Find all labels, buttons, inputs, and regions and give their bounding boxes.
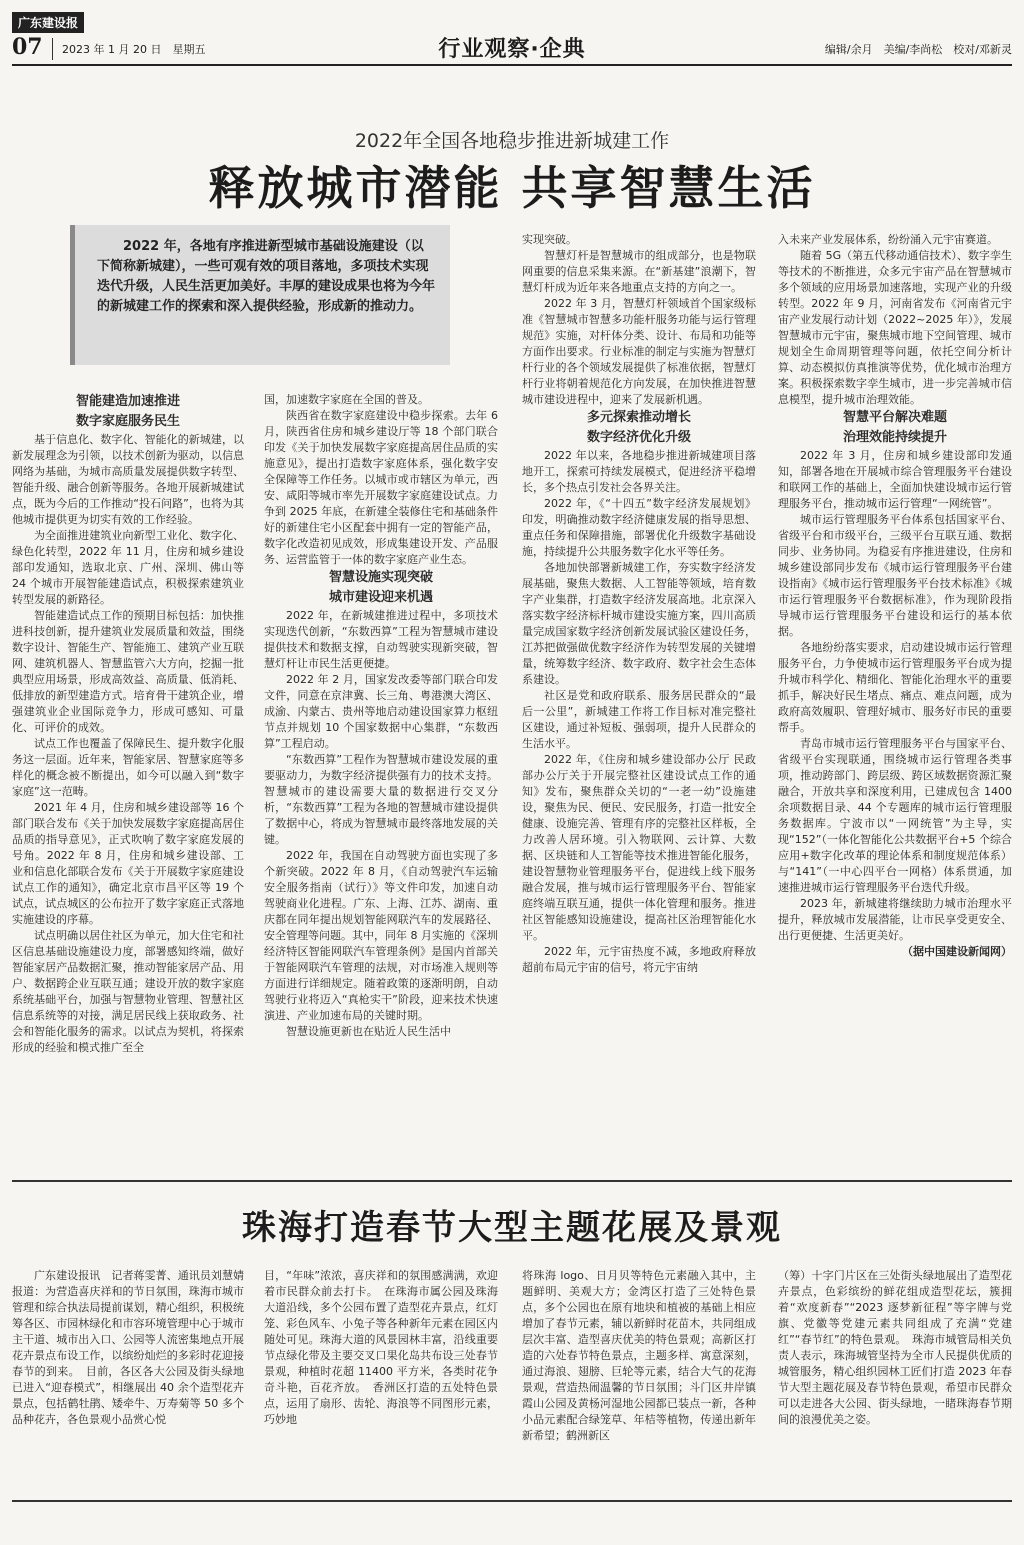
section-title: 行业观察·企典 <box>438 37 586 62</box>
paragraph: 2022 年以来，各地稳步推进新城建项目落地开工，探索可持续发展模式，促进经济平稳增长，多个热点引发社会各界关注。 <box>522 449 756 494</box>
paragraph: 智慧灯杆是智慧城市的组成部分，也是物联网重要的信息采集来源。在“新基建”浪潮下，智慧灯杆成为近年来各地重点支持的方向之一。 <box>522 249 756 294</box>
paragraph: 随着 5G（第五代移动通信技术）、数字孪生等技术的不断推进，众多元宇宙产品在智慧城市多个领域的应用场景加速落地，实现产业的升级转型。2022 年 9 月，河南省发布《河南省元宇宙产业发展行动计划（2022~2025 年）》，发展智慧城市元宇宙，聚焦城市地下空间管理、城市规划全生命周期管理等问题，依托空间分析计算、动态模拟仿真推演等优势，优化城市治理方案。积极探索数字孪生城市，进一步完善城市信息模型，提升城市治理效能。 <box>778 249 1012 406</box>
paragraph: 2022 年 3 月，住房和城乡建设部印发通知，部署各地在开展城市综合管理服务平台建设和联网工作的基础上，全面加快建设城市运行管理服务平台，推动城市运行管理“一网统管”。 <box>778 449 1012 510</box>
paragraph: 各地加快部署新城建工作，夯实数字经济发展基础，聚焦大数据、人工智能等领域，培育数字产业集群，打造数字经济发展高地。北京深入落实数字经济标杆城市建设实施方案，四川高质量完成国家数字经济创新发展试验区建设任务，江苏把做强做优数字经济作为转型发展的关键增量，统筹数字经济、数字政府、数字社会生态体系建设。 <box>522 561 756 686</box>
paragraph: 国，加速数字家庭在全国的普及。 <box>264 393 429 406</box>
paragraph: 青岛市城市运行管理服务平台与国家平台、省级平台实现联通，围绕城市运行管理各类事项，推动跨部门、跨层级、跨区域数据资源汇聚融合，开放共享和深度利用，已建成包含 1400 余项数据目录、44 个专题库的城市运行管理服务数据库。宁波市以“一网统管”为主导，实现“152”（一体化智能化公共数据平台+5 个综合应用+数字化改革的理论体系和制度规范体系）与“141”（一中心四平台一网格）体系贯通，加速推进城市运行管理服务平台迭代升级。 <box>778 737 1012 894</box>
subheading: 多元探索推动增长 数字经济优化升级 <box>586 410 691 445</box>
paragraph: 将珠海 logo、日月贝等特色元素融入其中，主题鲜明、美观大方；金湾区打造了三处特色景点，多个公园也在原有地块和植被的基础上相应增加了春节元素，辅以新鲜时花苗木，共同组成层次丰富、造型喜庆优美的特色景观；高新区打造的六处春节特色景点，主题多样、寓意深刻，通过海浪、翅膀、巨轮等元素，结合大气的花海景观，营造热闹温馨的节日氛围；斗门区井岸镇霞山公园及黄杨河湿地公园都已装点一新，各种小品元素配合绿笼草、年桔等植物，传递出新年新希望；鹤洲新区 <box>522 1269 756 1442</box>
paragraph: 陕西省在数字家庭建设中稳步探索。去年 6 月，陕西省住房和城乡建设厅等 18 个部门联合印发《关于加快发展数字家庭提高居住品质的实施意见》，提出打造数字家庭体系，强化数字安全保障等工作任务。以城市或市辖区为单元，西安、咸阳等城市率先开展数字家庭建设试点。力争到 2025 年底，在新建全装修住宅和基础条件好的新建住宅小区配套中拥有一定的智能产品，数字化改造初见成效，形成集建设开发、产品服务、运营监管于一体的数字家庭产业生态。 <box>264 409 498 566</box>
paragraph: 为全面推进建筑业向新型工业化、数字化、绿色化转型，2022 年 11 月，住房和城乡建设部印发通知，选取北京、广州、深圳、佛山等 24 个城市开展智能建造试点，积极探索建筑业转型发展的新路径。 <box>12 529 244 606</box>
issue-date: 2023 年 1 月 20 日 星期五 <box>62 43 206 56</box>
article-divider <box>12 1180 1012 1182</box>
paragraph: 2022 年，在新城建推进过程中，多项技术实现迭代创新，“东数西算”工程为智慧城市建设提供技术和数据支撑，自动驾驶实现新突破，智慧灯杆让市民生活更便捷。 <box>264 609 498 670</box>
paragraph: 广东建设报讯 记者蒋雯菁、通讯员刘慧婧报道：为营造喜庆祥和的节日氛围，珠海市城市管理和综合执法局提前谋划，精心组织，积极统筹各区、市园林绿化和市容环境管理中心于城市主干道、城市出入口、公园等人流密集地点开展花卉景点布设工作，以缤纷灿烂的多彩时花迎接春节的到来。 目前，各区各大公园及街头绿地已进入“迎春模式”，相继展出 40 余个造型花卉景点，包括鹤牡鹃、矮牵牛、万寿菊等 50 多个品种花卉，各色景观小品赏心悦 <box>12 1269 244 1426</box>
paragraph: 实现突破。 <box>522 233 577 246</box>
paragraph: “东数西算”工程作为智慧城市建设发展的重要驱动力，为数字经济提供强有力的技术支持。智慧城市的建设需要大量的数据进行交叉分析，“东数西算”工程为各地的智慧城市建设提供了数据中心，将成为智慧城市最终落地发展的关键。 <box>264 753 498 846</box>
article1-column-2 <box>264 392 498 1172</box>
page-number: 07 <box>12 34 43 60</box>
article2-headline: 珠海打造春节大型主题花展及景观 <box>242 1208 782 1248</box>
paragraph: 试点明确以居住社区为单元，加大住宅和社区信息基础设施建设力度，部署感知终端，做好智能家居产品数据汇聚，推动智能家居产品、用户、数据跨企业互联互通；建设开放的数字家庭系统基础平台，加强与智慧物业管理、智慧社区信息系统等的对接，满足居民线上获取政务、社会和智能化服务的需求。以试点为契机，将探索形成的经验和模式推广至全 <box>12 929 244 1054</box>
page-bottom-rule <box>12 1500 1012 1502</box>
paragraph: 2022 年 2 月，国家发改委等部门联合印发文件，同意在京津冀、长三角、粤港澳大湾区、成渝、内蒙古、贵州等地启动建设国家算力枢纽节点并规划 10 个国家数据中心集群，“东数西算”工程启动。 <box>264 673 498 750</box>
paragraph: 2022 年 3 月，智慧灯杆领域首个国家级标准《智慧城市智慧多功能杆服务功能与运行管理规范》实施，对杆体分类、设计、布局和功能等方面作出要求。行业标准的制定与实施为智慧灯杆行业的各个领域发展提供了标准依据，智慧灯杆行业将朝着规范化方向发展，在加快推进智慧城市建设进程中，迎来了发展新机遇。 <box>522 297 756 406</box>
paragraph: 试点工作也覆盖了保障民生、提升数字化服务这一层面。近年来，智能家居、智慧家庭等多样化的概念被不断提出，如今可以融入到“数字家庭”这一范畴。 <box>12 737 244 798</box>
article2-column-2 <box>264 1268 498 1488</box>
paragraph: （筹）十字门片区在三处街头绿地展出了造型花卉景点，色彩缤纷的鲜花组成造型花坛，簇拥着“欢度新春”“2023 逐梦新征程”等字牌与党旗、党徽等党建元素共同组成了充满“党建红”“春节红”的特色景观。 珠海市城管局相关负责人表示，珠海城管坚持为全市人民提供优质的城管服务，精心组织园林工匠们打造 2023 年春节大型主题花展及春节特色景观，希望市民群众可以走进各大公园、街头绿地，一睹珠海春节期间的浪漫优美之姿。 <box>778 1269 1012 1426</box>
paragraph: 2022 年，《住房和城乡建设部办公厅 民政部办公厅关于开展完整社区建设试点工作的通知》发布，聚焦群众关切的“一老一幼”设施建设，聚焦为民、便民、安民服务，打造一批安全健康、设施完善、管理有序的完整社区样板，全力改善人居环境。引入物联网、云计算、大数据、区块链和人工智能等技术推进智能化服务，建设智慧物业管理服务平台，促进线上线下服务融合发展，推与城市运行管理服务平台、智能家庭终端互联互通，提供一体化管理和服务。推进社区智能感知设施建设，提高社区治理智能化水平。 <box>522 753 756 942</box>
article1-subtitle: 2022年全国各地稳步推进新城建工作 <box>354 130 670 152</box>
paragraph: 2023 年，新城建将继续助力城市治理水平提升，释放城市发展潜能，让市民享受更安全、出行更便捷、生活更美好。 <box>778 897 1012 942</box>
paragraph: 2021 年 4 月，住房和城乡建设部等 16 个部门联合发布《关于加快发展数字家庭提高居住品质的指导意见》，正式吹响了数字家庭发展的号角。2022 年 8 月，住房和城乡建设部、工业和信息化部联合发布《关于开展数字家庭建设试点工作的通知》，确定北京市昌平区等 19 个试点，试点城区的公布拉开了数字家庭正式落地实施建设的序幕。 <box>12 801 244 926</box>
subheading: 智慧设施实现突破 城市建设迎来机遇 <box>328 570 433 605</box>
paragraph: 入未来产业发展体系，纷纷涌入元宇宙赛道。 <box>778 233 998 246</box>
paragraph: 各地纷纷落实要求，启动建设城市运行管理服务平台，力争使城市运行管理服务平台成为提升城市科学化、精细化、智能化治理水平的重要抓手，解决好民生堵点、痛点、难点问题，成为政府高效履职、管理好城市、服务好市民的重要帮手。 <box>778 641 1012 734</box>
article2-column-1 <box>12 1268 244 1488</box>
article2-column-3 <box>522 1268 756 1488</box>
article1-headline: 释放城市潜能 共享智慧生活 <box>208 161 816 215</box>
article1-column-4 <box>778 232 1012 1172</box>
paragraph: 城市运行管理服务平台体系包括国家平台、省级平台和市级平台，三级平台互联互通、数据同步、业务协同。为稳妥有序推进建设，住房和城乡建设部同步发布《城市运行管理服务平台建设指南》《城市运行管理服务平台技术标准》《城市运行管理服务平台数据标准》，作为现阶段指导城市运行管理服务平台建设和运行的基本依据。 <box>778 513 1012 638</box>
paragraph: 基于信息化、数字化、智能化的新城建，以新发展理念为引领，以技术创新为驱动，以信息网络为基础，为城市高质量发展提供数字转型、智能升级、融合创新等服务。各地开展新城建试点，既为今后的工作推动“投石问路”，也将为其他城市提供更为切实有效的工作经验。 <box>12 433 244 526</box>
paragraph: 社区是党和政府联系、服务居民群众的“最后一公里”，新城建工作将工作目标对准完整社区建设，通过补短板、强弱项，提升人民群众的生活水平。 <box>522 689 756 750</box>
paragraph: 2022 年，《“十四五”数字经济发展规划》印发，明确推动数字经济健康发展的指导思想、重点任务和保障措施，部署优化升级数字基础设施，持续提升公共服务数字化水平等任务。 <box>522 497 756 558</box>
article1-column-3 <box>522 232 756 1172</box>
page-header <box>12 8 1012 66</box>
paragraph: 2022 年，元宇宙热度不减，多地政府释放超前布局元宇宙的信号，将元宇宙纳 <box>522 945 756 974</box>
paragraph: 智能建造试点工作的预期目标包括：加快推进科技创新，提升建筑业发展质量和效益，围绕数字设计、智能生产、智能施工、建筑产业互联网、建筑机器人、智慧监管六大方向，挖掘一批典型应用场景，形成高效益、高质量、低消耗、低排放的新型建造方式。培育骨干建筑企业，增强建筑业企业国际竞争力，形成可感知、可量化、可评价的成效。 <box>12 609 244 734</box>
paper-name: 广东建设报 <box>12 12 84 33</box>
paragraph: 智慧设施更新也在贴近人民生活中 <box>286 1025 451 1038</box>
article1-column-1 <box>12 392 244 1172</box>
article2-column-4 <box>778 1268 1012 1488</box>
article1-lead: 2022 年，各地有序推进新型城市基础设施建设（以下简称新城建），一些可观有效的项目落地，多项技术实现迭代升级，人民生活更加美好。丰厚的建设成果也将为今年的新城建工作的探索和深入提供经验，形成新的推动力。 <box>70 225 450 365</box>
paragraph: 2022 年，我国在自动驾驶方面也实现了多个新突破。2022 年 8 月，《自动驾驶汽车运输安全服务指南（试行）》等文件印发，加速自动驾驶商业化进程。广东、上海、江苏、湖南、重庆都在同年提出规划智能网联汽车的发展路径、安全管理等问题。其中，同年 8 月实施的《深圳经济特区智能网联汽车管理条例》是国内首部关于智能网联汽车管理的法规，对市场准入规则等方面进行详细规定。随着政策的逐渐明朗，自动驾驶行业将迈入“真枪实干”阶段，迎来技术快速演进、产业加速布局的关键时期。 <box>264 849 498 1022</box>
source-credit: （据中国建设新闻网） <box>902 945 1012 958</box>
paragraph: 目，“年味”浓浓，喜庆祥和的氛围感满满，欢迎着市民群众前去打卡。 在珠海市属公园及珠海大道沿线，多个公园布置了造型花卉景点，红灯笼、彩色风车、小兔子等各种新年元素在园区内随处可见。珠海大道的风景园林丰富，沿线重要节点绿化带及主要交叉口果化岛共布设三处春节景观，种植时花超 11400 平方米，各类时花争奇斗艳，百花齐放。 香洲区打造的五处特色景点，运用了扇形、齿轮、海浪等不同图形元素，巧妙地 <box>264 1269 498 1426</box>
subheading: 智能建造加速推进 数字家庭服务民生 <box>75 394 180 429</box>
subheading: 智慧平台解决难题 治理效能持续提升 <box>842 410 947 445</box>
editor-credits: 编辑/余月 美编/李尚松 校对/邓新灵 <box>824 43 1012 56</box>
